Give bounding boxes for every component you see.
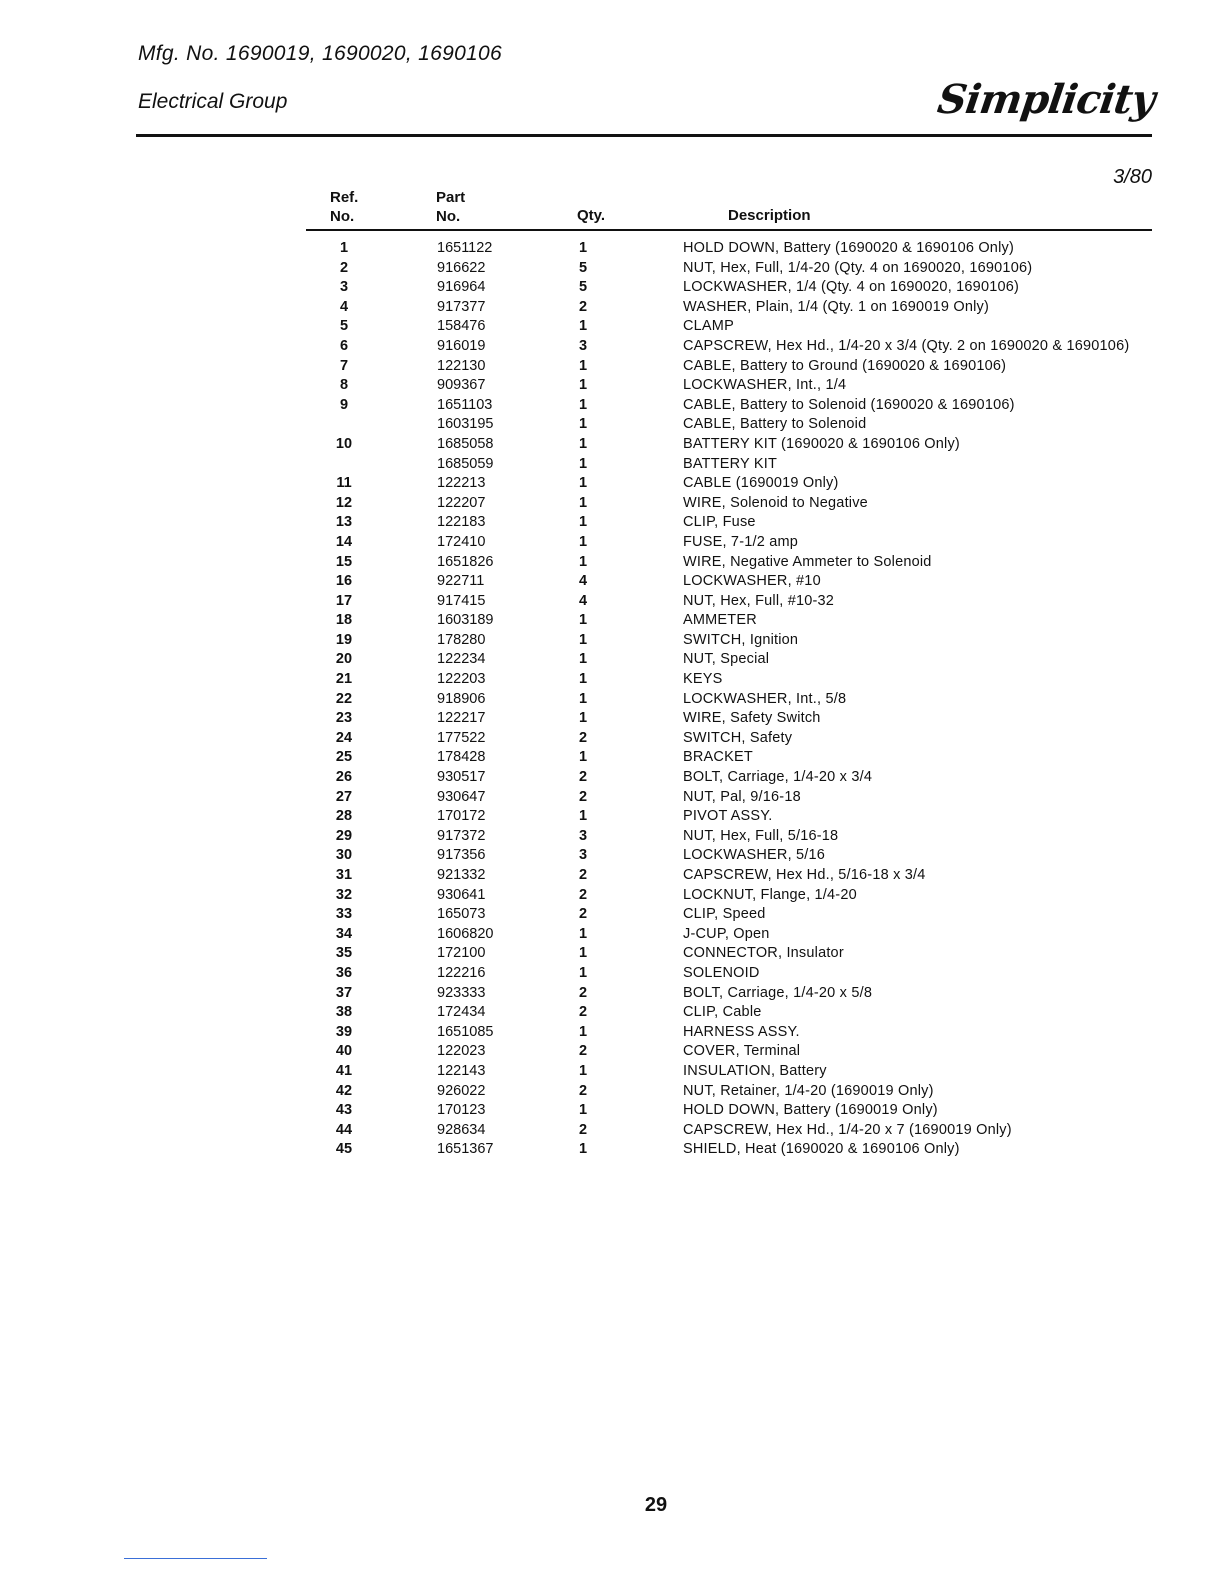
ref-number-cell: 33: [335, 906, 353, 923]
table-row: [0, 592, 1224, 612]
quantity-cell: 1: [578, 455, 588, 472]
table-row: [0, 435, 1224, 455]
ref-number-cell: 38: [335, 1004, 353, 1021]
part-number-cell: 1651103: [437, 396, 493, 413]
quantity-cell: 2: [578, 906, 588, 923]
section-title: Electrical Group: [138, 90, 288, 113]
ref-number-cell: 45: [335, 1141, 353, 1158]
part-number-cell: 1651367: [437, 1141, 494, 1158]
part-number-cell: 170123: [437, 1102, 486, 1119]
description-cell: NUT, Hex, Full, 5/16-18: [683, 827, 839, 844]
description-cell: CABLE, Battery to Ground (1690020 & 1690106): [683, 357, 1007, 374]
table-row: [0, 474, 1224, 494]
quantity-cell: 2: [578, 769, 588, 786]
quantity-cell: 1: [578, 357, 588, 374]
description-cell: BOLT, Carriage, 1/4-20 x 3/4: [683, 769, 873, 786]
quantity-cell: 1: [578, 435, 588, 452]
quantity-cell: 2: [578, 1121, 588, 1138]
ref-number-cell: 41: [335, 1062, 353, 1079]
part-number-cell: 917356: [437, 847, 486, 864]
description-cell: HOLD DOWN, Battery (1690020 & 1690106 Only): [683, 240, 1014, 256]
part-number-cell: 923333: [437, 984, 486, 1001]
quantity-cell: 1: [578, 1141, 588, 1158]
ref-number-cell: 11: [336, 475, 352, 492]
part-number-cell: 930517: [437, 769, 486, 786]
description-cell: LOCKWASHER, Int., 1/4: [683, 377, 847, 394]
ref-number-cell: 9: [339, 396, 349, 413]
quantity-cell: 2: [578, 729, 588, 746]
part-number-cell: 122234: [437, 651, 486, 668]
quantity-cell: 1: [578, 710, 588, 727]
table-row: [0, 650, 1224, 670]
table-row: [0, 278, 1224, 298]
part-number-cell: 1685059: [437, 455, 494, 472]
part-number-cell: 1651085: [437, 1023, 494, 1040]
ref-number-cell: 17: [335, 592, 353, 609]
quantity-cell: 1: [578, 494, 588, 511]
description-cell: CABLE, Battery to Solenoid: [683, 416, 867, 433]
ref-number-cell: 14: [335, 533, 353, 550]
ref-number-cell: 27: [335, 788, 353, 805]
description-cell: CLIP, Fuse: [683, 514, 756, 531]
part-number-cell: 1606820: [437, 925, 494, 942]
part-number-cell: 1651122: [437, 240, 493, 256]
table-row: [0, 631, 1224, 651]
table-row: [0, 611, 1224, 631]
table-row: [0, 807, 1224, 827]
table-row: [0, 846, 1224, 866]
description-cell: CONNECTOR, Insulator: [683, 945, 844, 962]
part-number-cell: 122130: [437, 357, 486, 374]
description-cell: SHIELD, Heat (1690020 & 1690106 Only): [683, 1141, 960, 1158]
quantity-cell: 1: [578, 612, 588, 629]
table-row: [0, 886, 1224, 906]
quantity-cell: 1: [578, 514, 588, 531]
table-row: [0, 298, 1224, 318]
table-row: [0, 572, 1224, 592]
table-row: [0, 513, 1224, 533]
quantity-cell: 3: [578, 337, 588, 354]
table-row: [0, 1003, 1224, 1023]
ref-number-cell: 18: [335, 612, 353, 629]
table-row: [0, 1140, 1224, 1160]
ref-number-cell: 10: [335, 435, 353, 452]
brand-logo: Simplicity: [934, 76, 1158, 123]
description-cell: CABLE, Battery to Solenoid (1690020 & 1690106): [683, 396, 1015, 413]
table-header-divider: [306, 229, 1152, 231]
ref-number-cell: 24: [335, 729, 353, 746]
ref-number-cell: 34: [335, 925, 353, 942]
quantity-cell: 2: [578, 867, 588, 883]
table-row: [0, 1042, 1224, 1062]
description-cell: NUT, Pal, 9/16-18: [683, 788, 801, 805]
table-row: [0, 866, 1224, 886]
quantity-cell: 1: [578, 651, 588, 668]
description-cell: NUT, Hex, Full, #10-32: [683, 592, 835, 609]
description-cell: BATTERY KIT (1690020 & 1690106 Only): [683, 435, 960, 452]
quantity-cell: 1: [578, 945, 588, 962]
description-cell: SOLENOID: [683, 964, 760, 981]
ref-number-cell: 31: [335, 867, 353, 883]
ref-number-cell: 42: [335, 1082, 353, 1099]
table-row: [0, 1121, 1224, 1141]
part-number-cell: 916622: [437, 259, 486, 276]
quantity-cell: 1: [578, 925, 588, 942]
part-number-cell: 917415: [437, 592, 486, 609]
ref-number-cell: 29: [335, 827, 353, 844]
table-row: [0, 259, 1224, 279]
ref-number-cell: 12: [335, 494, 353, 511]
ref-number-cell: 21: [335, 671, 353, 688]
part-number-cell: 178280: [437, 631, 486, 648]
part-number-cell: 122216: [437, 964, 486, 981]
table-row: [0, 788, 1224, 808]
part-number-cell: 909367: [437, 377, 486, 394]
part-number-cell: 172434: [437, 1004, 486, 1021]
description-cell: BRACKET: [683, 749, 753, 766]
column-header-part: [436, 188, 465, 226]
part-number-cell: 918906: [437, 690, 486, 707]
ref-number-cell: 26: [335, 769, 353, 786]
table-row: [0, 670, 1224, 690]
part-number-cell: 122217: [437, 710, 486, 727]
table-row: [0, 984, 1224, 1004]
quantity-cell: 1: [578, 749, 588, 766]
description-cell: NUT, Special: [683, 651, 770, 668]
column-header-ref: [330, 188, 358, 226]
table-row: [0, 376, 1224, 396]
description-cell: AMMETER: [683, 612, 757, 629]
quantity-cell: 5: [578, 259, 588, 276]
description-cell: LOCKWASHER, 5/16: [683, 847, 826, 864]
part-number-cell: 916019: [437, 337, 486, 354]
description-cell: CLIP, Cable: [683, 1004, 762, 1021]
quantity-cell: 1: [578, 318, 588, 335]
quantity-cell: 1: [578, 475, 588, 492]
quantity-cell: 2: [578, 1082, 588, 1099]
part-number-cell: 177522: [437, 729, 486, 746]
part-header-line-2: No.: [436, 208, 461, 225]
table-row: [0, 533, 1224, 553]
table-row: [0, 729, 1224, 749]
quantity-cell: 1: [578, 964, 588, 981]
ref-number-cell: 2: [339, 259, 349, 276]
ref-number-cell: 16: [335, 573, 353, 590]
part-number-cell: 921332: [437, 867, 486, 883]
description-cell: PIVOT ASSY.: [683, 808, 773, 825]
table-row: [0, 964, 1224, 984]
ref-number-cell: 5: [339, 318, 349, 335]
quantity-cell: 2: [578, 886, 588, 903]
ref-number-cell: 15: [335, 553, 353, 570]
revision-date: 3/80: [1113, 166, 1152, 188]
description-cell: J-CUP, Open: [683, 925, 770, 942]
table-row: [0, 827, 1224, 847]
part-number-cell: 926022: [437, 1082, 486, 1099]
part-number-cell: 1685058: [437, 435, 494, 452]
ref-number-cell: 8: [339, 377, 349, 394]
quantity-cell: 1: [578, 377, 588, 394]
quantity-cell: 2: [578, 1004, 588, 1021]
description-cell: LOCKWASHER, 1/4 (Qty. 4 on 1690020, 1690106): [683, 279, 1020, 296]
table-row: [0, 1101, 1224, 1121]
column-header-qty: Qty.: [577, 207, 606, 224]
column-header-description: Description: [728, 207, 811, 224]
quantity-cell: 3: [578, 847, 588, 864]
table-row: [0, 396, 1224, 416]
ref-number-cell: 1: [339, 240, 349, 256]
description-cell: BATTERY KIT: [683, 455, 778, 472]
part-number-cell: 122207: [437, 494, 486, 511]
ref-number-cell: 19: [335, 631, 353, 648]
table-row: [0, 709, 1224, 729]
quantity-cell: 1: [578, 416, 588, 433]
part-number-cell: 172410: [437, 533, 486, 550]
ref-number-cell: 23: [335, 710, 353, 727]
table-row: [0, 944, 1224, 964]
part-number-cell: 930647: [437, 788, 486, 805]
mfg-number-line: Mfg. No. 1690019, 1690020, 1690106: [138, 42, 502, 65]
parts-table-body: [0, 239, 1224, 1160]
description-cell: COVER, Terminal: [683, 1043, 801, 1060]
description-cell: KEYS: [683, 671, 723, 688]
ref-number-cell: 40: [335, 1043, 353, 1060]
table-row: [0, 768, 1224, 788]
description-cell: HARNESS ASSY.: [683, 1023, 800, 1040]
quantity-cell: 1: [578, 1102, 588, 1119]
part-number-cell: 122203: [437, 671, 486, 688]
part-number-cell: 1603195: [437, 416, 494, 433]
ref-number-cell: 32: [335, 886, 353, 903]
quantity-cell: 3: [578, 827, 588, 844]
part-number-cell: 122023: [437, 1043, 486, 1060]
ref-number-cell: 37: [335, 984, 353, 1001]
table-row: [0, 1023, 1224, 1043]
ref-number-cell: 3: [339, 279, 349, 296]
quantity-cell: 1: [578, 1062, 588, 1079]
part-number-cell: 172100: [437, 945, 486, 962]
description-cell: CLIP, Speed: [683, 906, 766, 923]
description-cell: FUSE, 7-1/2 amp: [683, 533, 799, 550]
part-number-cell: 922711: [437, 573, 485, 590]
description-cell: SWITCH, Ignition: [683, 631, 799, 648]
quantity-cell: 5: [578, 279, 588, 296]
description-cell: SWITCH, Safety: [683, 729, 793, 746]
ref-number-cell: 4: [339, 298, 349, 315]
description-cell: WIRE, Solenoid to Negative: [683, 494, 868, 511]
ref-number-cell: 28: [335, 808, 353, 825]
quantity-cell: 1: [578, 671, 588, 688]
ref-number-cell: 35: [335, 945, 353, 962]
ref-number-cell: 36: [335, 964, 353, 981]
quantity-cell: 1: [578, 553, 588, 570]
table-row: [0, 1062, 1224, 1082]
part-number-cell: 170172: [437, 808, 486, 825]
part-number-cell: 122143: [437, 1062, 486, 1079]
table-row: [0, 553, 1224, 573]
part-number-cell: 917377: [437, 298, 486, 315]
part-header-line-1: Part: [436, 189, 466, 206]
ref-number-cell: 30: [335, 847, 353, 864]
description-cell: HOLD DOWN, Battery (1690019 Only): [683, 1102, 938, 1119]
table-row: [0, 239, 1224, 259]
part-number-cell: 158476: [437, 318, 486, 335]
table-row: [0, 748, 1224, 768]
description-cell: CAPSCREW, Hex Hd., 1/4-20 x 7 (1690019 Only): [683, 1121, 1012, 1138]
description-cell: LOCKNUT, Flange, 1/4-20: [683, 886, 857, 903]
part-number-cell: 122213: [437, 475, 486, 492]
table-row: [0, 357, 1224, 377]
header-divider: [136, 134, 1152, 137]
quantity-cell: 4: [578, 592, 588, 609]
description-cell: LOCKWASHER, Int., 5/8: [683, 690, 847, 707]
quantity-cell: 1: [578, 533, 588, 550]
part-number-cell: 165073: [437, 906, 486, 923]
quantity-cell: 1: [578, 690, 588, 707]
part-number-cell: 178428: [437, 749, 486, 766]
part-number-cell: 916964: [437, 279, 486, 296]
quantity-cell: 1: [578, 631, 588, 648]
table-row: [0, 690, 1224, 710]
description-cell: BOLT, Carriage, 1/4-20 x 5/8: [683, 984, 873, 1001]
description-cell: CABLE (1690019 Only): [683, 475, 839, 492]
part-number-cell: 917372: [437, 827, 486, 844]
table-row: [0, 494, 1224, 514]
table-row: [0, 317, 1224, 337]
quantity-cell: 1: [578, 240, 588, 256]
description-cell: CAPSCREW, Hex Hd., 1/4-20 x 3/4 (Qty. 2 on 1690020 & 1690106): [683, 337, 1130, 354]
table-row: [0, 1082, 1224, 1102]
quantity-cell: 1: [578, 396, 588, 413]
description-cell: NUT, Hex, Full, 1/4-20 (Qty. 4 on 1690020, 1690106): [683, 259, 1033, 276]
ref-number-cell: 25: [335, 749, 353, 766]
table-row: [0, 337, 1224, 357]
ref-number-cell: 6: [339, 337, 349, 354]
quantity-cell: 4: [578, 573, 588, 590]
part-number-cell: 928634: [437, 1121, 486, 1138]
quantity-cell: 2: [578, 788, 588, 805]
part-number-cell: 930641: [437, 886, 486, 903]
ref-number-cell: 7: [339, 357, 349, 374]
table-row: [0, 455, 1224, 475]
ref-number-cell: 43: [335, 1102, 353, 1119]
part-number-cell: 1651826: [437, 553, 494, 570]
ref-number-cell: 20: [335, 651, 353, 668]
footer-line: [124, 1558, 267, 1559]
description-cell: NUT, Retainer, 1/4-20 (1690019 Only): [683, 1082, 934, 1099]
description-cell: WIRE, Safety Switch: [683, 710, 821, 727]
quantity-cell: 1: [578, 808, 588, 825]
table-row: [0, 925, 1224, 945]
quantity-cell: 1: [578, 1023, 588, 1040]
ref-number-cell: 39: [335, 1023, 353, 1040]
table-row: [0, 905, 1224, 925]
ref-number-cell: 44: [335, 1121, 353, 1138]
quantity-cell: 2: [578, 298, 588, 315]
description-cell: CAPSCREW, Hex Hd., 5/16-18 x 3/4: [683, 867, 926, 883]
part-number-cell: 1603189: [437, 612, 494, 629]
description-cell: WIRE, Negative Ammeter to Solenoid: [683, 553, 932, 570]
ref-number-cell: 13: [335, 514, 353, 531]
page-number: 29: [644, 1494, 668, 1516]
description-cell: CLAMP: [683, 318, 734, 335]
ref-number-cell: 22: [335, 690, 353, 707]
ref-header-line-2: No.: [330, 208, 355, 225]
description-cell: INSULATION, Battery: [683, 1062, 827, 1079]
part-number-cell: 122183: [437, 514, 486, 531]
ref-header-line-1: Ref.: [330, 189, 359, 206]
quantity-cell: 2: [578, 1043, 588, 1060]
description-cell: WASHER, Plain, 1/4 (Qty. 1 on 1690019 Only): [683, 298, 989, 315]
description-cell: LOCKWASHER, #10: [683, 573, 821, 590]
table-row: [0, 415, 1224, 435]
quantity-cell: 2: [578, 984, 588, 1001]
